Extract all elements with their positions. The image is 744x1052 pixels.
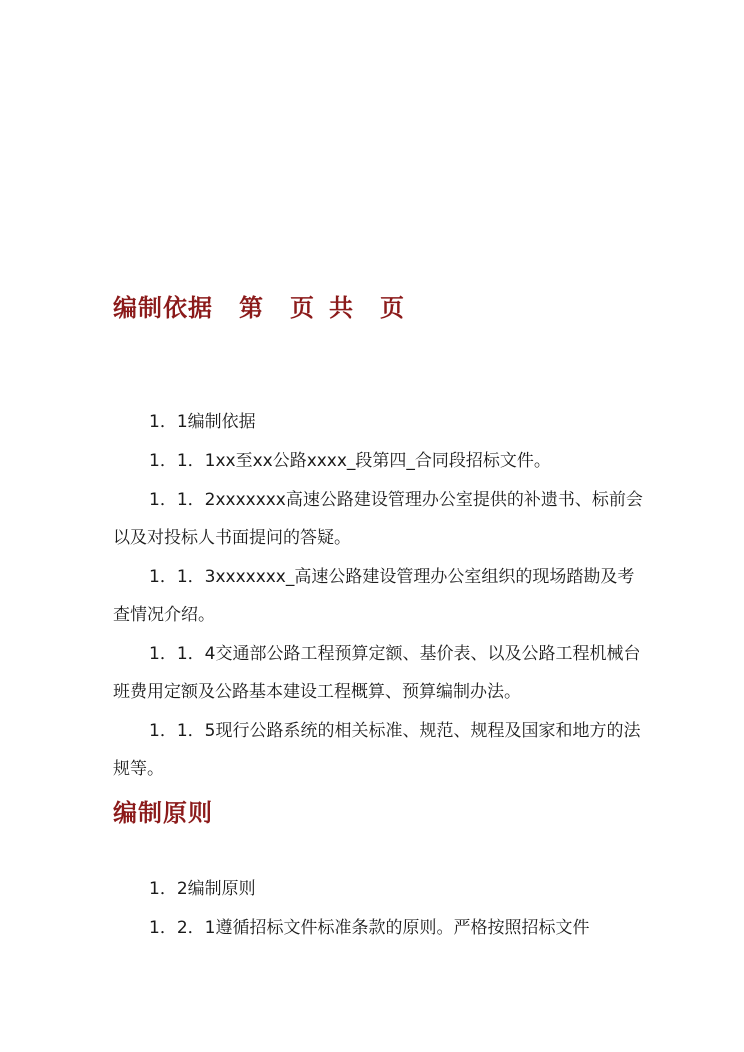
paragraph-1-1: 1．1编制依据 xyxy=(149,412,256,432)
heading-principle: 编制原则 xyxy=(113,799,213,827)
paragraph-1-1-4: 1．1．4交通部公路工程预算定额、基价表、以及公路工程机械台班费用定额及公路基本建设工程概算、预算编制办法。 xyxy=(113,644,641,702)
paragraph-1-1-5: 1．1．5现行公路系统的相关标准、规范、规程及国家和地方的法规等。 xyxy=(113,721,641,779)
paragraph-1-2-1: 1．2．1遵循招标文件标准条款的原则。严格按照招标文件 xyxy=(149,918,590,938)
heading-page-gong: 共 xyxy=(329,294,354,322)
heading-basis xyxy=(113,288,405,323)
heading-page-di: 第 xyxy=(239,294,264,322)
heading-page-ye1: 页 xyxy=(290,294,315,322)
paragraph-1-1-3: 1．1．3xxxxxxx_高速公路建设管理办公室组织的现场踏勘及考查情况介绍。 xyxy=(113,567,635,625)
paragraph-1-2: 1．2编制原则 xyxy=(149,879,256,899)
heading-page-ye2: 页 xyxy=(380,294,405,322)
paragraph-1-1-2: 1．1．2xxxxxxx高速公路建设管理办公室提供的补遗书、标前会以及对投标人书面提问的答疑。 xyxy=(113,490,643,548)
heading-basis-title: 编制依据 xyxy=(113,294,213,322)
paragraph-1-1-1: 1．1．1xx至xx公路xxxx_段第四_合同段招标文件。 xyxy=(149,451,551,471)
